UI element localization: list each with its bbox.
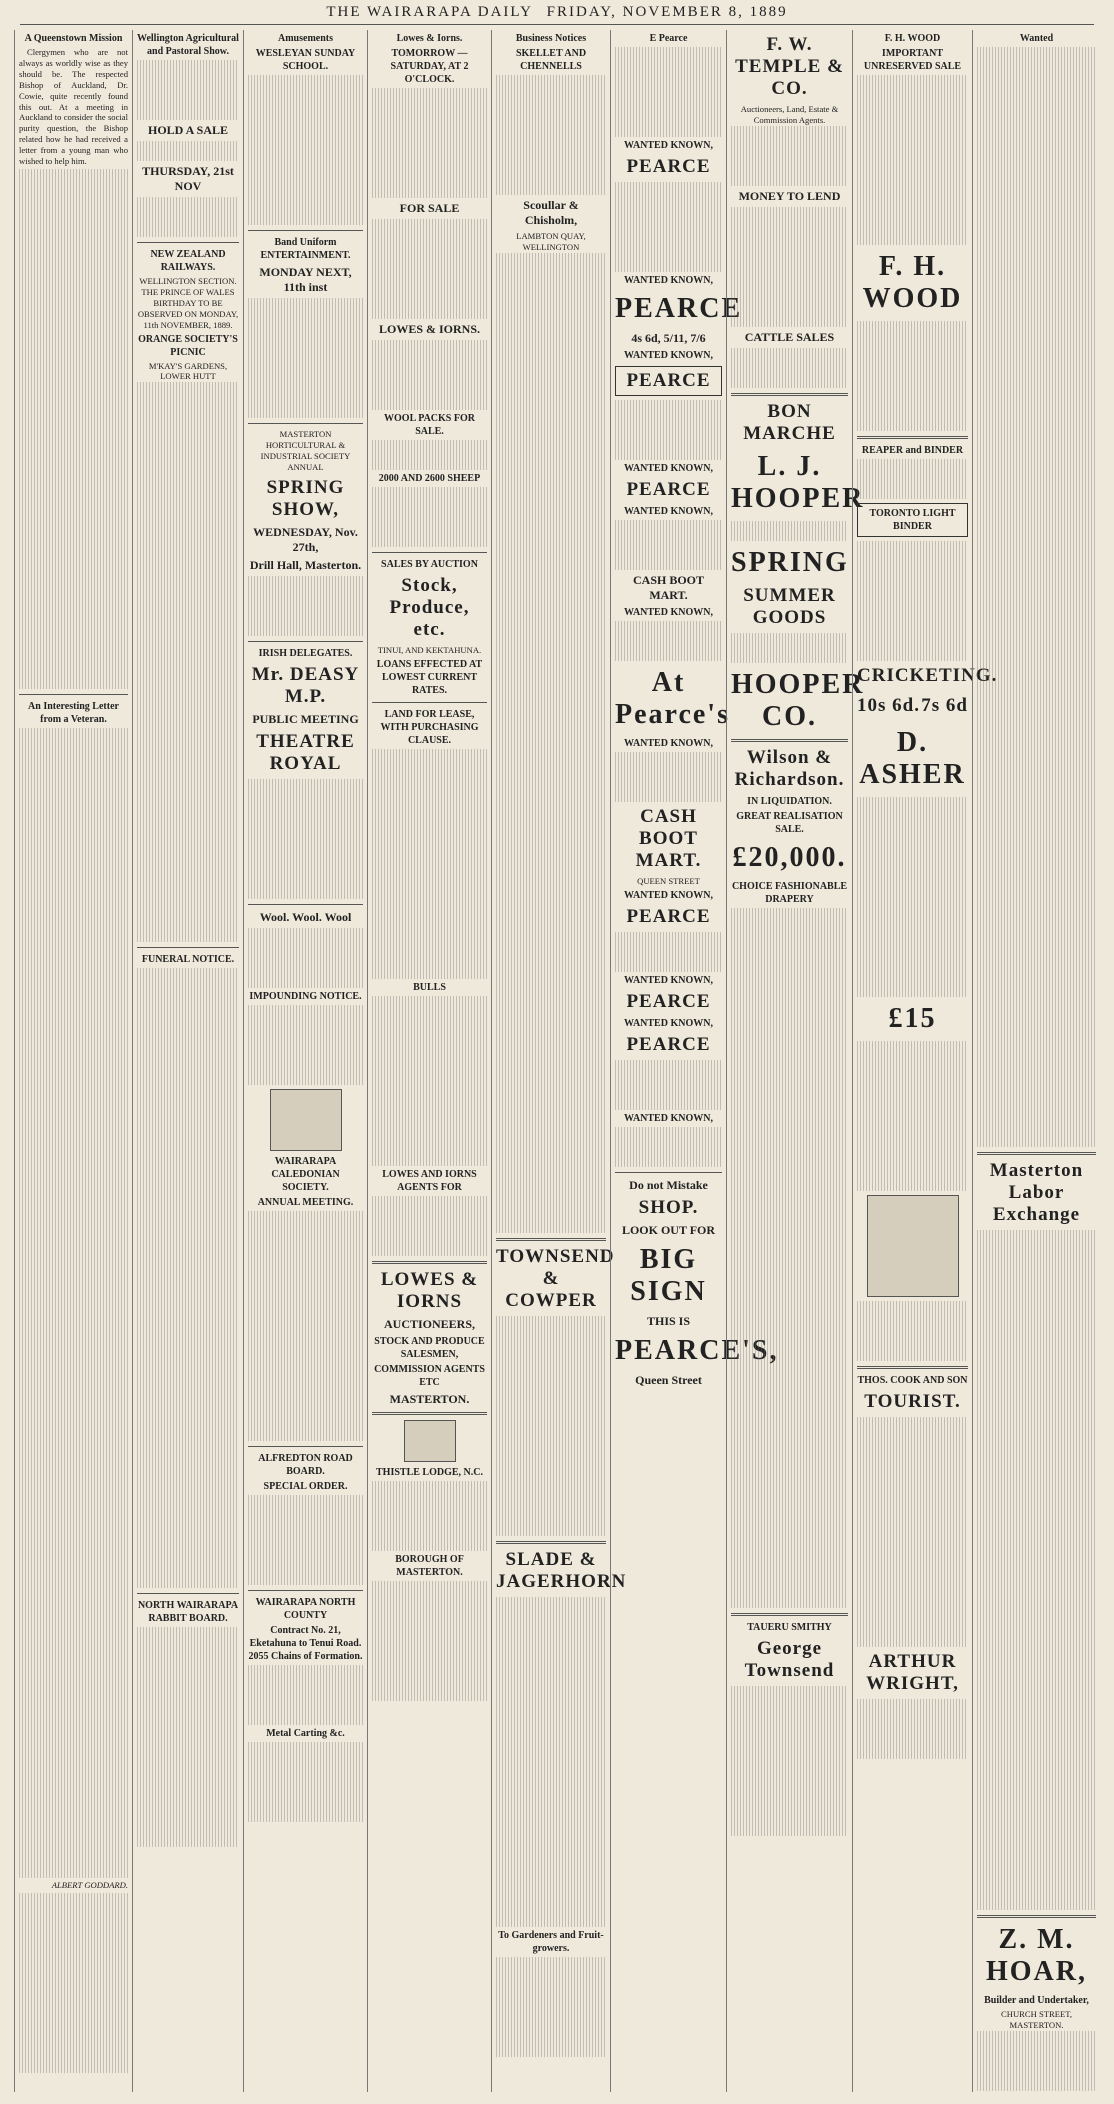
temple-co: F. W. TEMPLE & CO.: [735, 34, 844, 99]
heading-mission: A Queenstown Mission: [24, 33, 123, 44]
column-1: [14, 30, 132, 2092]
wanted-known-11: WANTED KNOWN,: [624, 1112, 713, 1124]
do-not-mistake: Do not Mistake: [629, 1177, 708, 1192]
public-meeting: PUBLIC MEETING: [252, 711, 359, 726]
stock-produce: Stock, Produce, etc.: [389, 575, 470, 640]
agents-for: LOWES AND IORNS AGENTS FOR: [382, 1168, 477, 1193]
column-8: [852, 30, 998, 2092]
sheep: 2000 AND 2600 SHEEP: [378, 473, 481, 484]
column-9: [972, 30, 1100, 2092]
railways-heading: NEW ZEALAND RAILWAYS.: [150, 249, 226, 273]
caledonian-society: WAIRARAPA CALEDONIAN SOCIETY.: [271, 1155, 340, 1193]
price-1: 10s 6d.: [857, 695, 920, 716]
stock-produce-salesmen: STOCK AND PRODUCE SALESMEN,: [374, 1335, 485, 1360]
woolpacks: WOOL PACKS FOR SALE.: [384, 413, 475, 437]
sale-date: THURSDAY, 21st NOV: [142, 164, 234, 193]
mission-article: Clergymen who are not always as worldly wise as they should be. The respected Bishop of Auckland, Dr. Cowie, quite recently found this out. At a meeting in Auckland to consider the social purity question, the Bishop related how he had received a letter from a young man who wished to help him.: [19, 47, 128, 167]
realisation: GREAT REALISATION SALE.: [736, 810, 843, 835]
deasy: Mr. DEASY M.P.: [251, 663, 360, 707]
timetable-block: [137, 382, 239, 942]
special-order: SPECIAL ORDER.: [263, 1480, 348, 1492]
george-townsend: George Townsend: [744, 1637, 835, 1681]
land-lease: LAND FOR LEASE, WITH PURCHASING CLAUSE.: [380, 708, 479, 746]
birthday-notice: THE PRINCE OF WALES BIRTHDAY TO BE OBSERVED ON MONDAY, 11th NOVEMBER, 1889.: [137, 286, 239, 330]
bicycle-illustration: [867, 1195, 959, 1297]
lowes-iorns-heading: Lowes & Iorns.: [396, 33, 463, 44]
commission-agents: COMMISSION AGENTS ETC: [374, 1363, 485, 1388]
queen-street: QUEEN STREET: [637, 876, 700, 886]
pearce-6: PEARCE: [626, 1033, 711, 1055]
impounding: IMPOUNDING NOTICE.: [249, 990, 362, 1002]
wanted-known-4: WANTED KNOWN,: [624, 463, 713, 474]
wanted-known-5: WANTED KNOWN,: [624, 506, 713, 517]
north-county: WAIRARAPA NORTH COUNTY: [255, 1596, 356, 1621]
church-street: CHURCH STREET, MASTERTON.: [1001, 2009, 1072, 2030]
fifteen-pounds: £15: [888, 1003, 937, 1034]
cattle-sales: CATTLE SALES: [744, 329, 835, 344]
shop: SHOP.: [638, 1196, 699, 1218]
rabbit-board: NORTH WAIRARAPA RABBIT BOARD.: [137, 1600, 239, 1625]
borough: BOROUGH OF MASTERTON.: [395, 1553, 464, 1578]
gardeners: To Gardeners and Fruit-growers.: [498, 1929, 604, 1954]
spring: SPRING: [731, 546, 849, 578]
wilson-richardson: Wilson & Richardson.: [734, 746, 845, 790]
column-3: [243, 30, 367, 2092]
loans: LOANS EFFECTED AT LOWEST CURRENT RATES.: [376, 658, 483, 696]
cricketing: CRICKETING.: [857, 665, 998, 686]
slade-jagerhorn: SLADE & JAGERHORN: [496, 1548, 627, 1592]
sale-heading: HOLD A SALE: [147, 123, 229, 137]
theatre-royal: THEATRE ROYAL: [256, 730, 355, 774]
band-entertainment: Band Uniform ENTERTAINMENT.: [260, 237, 351, 261]
horticultural-society: MASTERTON HORTICULTURAL & INDUSTRIAL SOCIETY ANNUAL: [260, 429, 351, 472]
amount: £20,000.: [732, 841, 847, 873]
lowes-1: LOWES & IORNS.: [378, 322, 481, 336]
temple-auctioneers: Auctioneers, Land, Estate & Commission Agents.: [740, 104, 839, 125]
cash-boot-mart: CASH BOOT MART.: [632, 573, 704, 602]
big-sign: BIG SIGN: [630, 1243, 707, 1307]
column-6: [610, 30, 779, 2092]
tomorrow-sale: TOMORROW — SATURDAY, AT 2 O'CLOCK.: [390, 48, 469, 85]
zm-hoar: Z. M. HOAR,: [986, 1924, 1087, 1987]
contract: Contract No. 21, Eketahuna to Tenui Road. 2055 Chains of Formation.: [248, 1624, 363, 1662]
funeral-heading: FUNERAL NOTICE.: [141, 954, 235, 966]
column-7: [726, 30, 865, 2092]
for-sale-1: FOR SALE: [399, 201, 460, 215]
arthur-wright: ARTHUR WRIGHT,: [866, 1651, 959, 1694]
pearce-5: PEARCE: [626, 990, 711, 1012]
hooper-co: HOOPER CO.: [731, 668, 865, 732]
signature: ALBERT GODDARD.: [51, 1879, 128, 1890]
look-out-for: LOOK OUT FOR: [621, 1222, 716, 1237]
railways-sub: WELLINGTON SECTION.: [139, 276, 237, 286]
show-date: WEDNESDAY, Nov. 27th,: [253, 524, 358, 554]
tauer-smithy: TAUERU SMITHY: [747, 1621, 832, 1633]
thos-cook: THOS. COOK AND SON: [857, 1375, 968, 1386]
column-2: [132, 30, 243, 2092]
wanted-known-8: WANTED KNOWN,: [624, 889, 713, 901]
column-5: [491, 30, 627, 2092]
article-text-block: [19, 728, 128, 1878]
tourist: TOURIST.: [864, 1391, 961, 1412]
pearce-heading: E Pearce: [649, 33, 688, 44]
article-text-block: [19, 1893, 128, 2073]
hooper: L. J. HOOPER: [731, 450, 865, 514]
money-to-lend: MONEY TO LEND: [738, 188, 841, 203]
wanted-known-2: WANTED KNOWN,: [624, 275, 713, 286]
at-pearces: At Pearce's: [615, 667, 730, 730]
pearce-boxed: PEARCE: [615, 366, 722, 396]
wanted-known-7: WANTED KNOWN,: [624, 738, 713, 749]
pearce-2: PEARCE: [615, 293, 743, 324]
cash-boot-mart-big: CASH BOOT MART.: [635, 806, 702, 871]
business-heading: Business Notices: [515, 33, 587, 44]
monday-next: MONDAY NEXT, 11th inst: [259, 265, 352, 294]
wanted-ads-block: [977, 47, 1096, 1147]
orange-picnic: ORANGE SOCIETY'S PICNIC: [138, 333, 238, 358]
bulls: BULLS: [413, 981, 446, 993]
drapery: CHOICE FASHIONABLE DRAPERY: [731, 880, 848, 905]
wanted-heading: Wanted: [1019, 33, 1054, 44]
masonic-emblem-icon: [404, 1420, 456, 1462]
labor-exchange: Masterton Labor Exchange: [989, 1160, 1084, 1225]
price-2: 7s 6d: [921, 695, 968, 716]
pearces-final: PEARCE'S,: [615, 1334, 779, 1366]
pearce-4: PEARCE: [626, 905, 711, 927]
show-heading: Wellington Agricultural and Pastoral Show.: [137, 33, 239, 57]
amusements-heading: Amusements: [278, 33, 333, 44]
spring-show: SPRING SHOW,: [266, 476, 345, 520]
price: 4s 6d, 5/11, 7/6: [631, 331, 706, 345]
wanted-known-3: WANTED KNOWN,: [624, 350, 713, 361]
queen-street-final: Queen Street: [635, 1372, 702, 1387]
masthead: [20, 4, 1094, 25]
annual-meeting: ANNUAL MEETING.: [257, 1196, 354, 1208]
fh-wood-big: F. H. WOOD: [862, 251, 963, 314]
wanted-known-1: WANTED KNOWN,: [624, 140, 713, 151]
pearce-3: PEARCE: [626, 479, 711, 500]
gardens: M'KAY'S GARDENS, LOWER HUTT: [148, 360, 228, 382]
sales-by-auction: SALES BY AUCTION: [381, 559, 478, 570]
thistle-lodge: THISTLE LODGE, N.C.: [376, 1466, 483, 1478]
lambton: LAMBTON QUAY, WELLINGTON: [516, 231, 586, 252]
skellet: SKELLET AND CHENNELLS: [515, 48, 587, 72]
auctioneers: AUCTIONEERS,: [383, 1316, 476, 1331]
scoullar: Scoullar & Chisholm,: [523, 198, 579, 227]
townsend-cowper: TOWNSEND & COWPER: [496, 1245, 615, 1311]
article-text-block: [19, 169, 128, 689]
alfredton-board: ALFREDTON ROAD BOARD.: [258, 1452, 353, 1477]
lowes-iorns-big: LOWES & IORNS: [380, 1268, 479, 1312]
wool-notice: Wool. Wool. Wool: [259, 909, 352, 924]
summer-goods: SUMMER GOODS: [743, 584, 836, 628]
d-asher: D. ASHER: [859, 727, 966, 790]
unreserved-sale: IMPORTANT UNRESERVED SALE: [863, 48, 962, 72]
tinui: TINUI, AND KEKTAHUNA.: [377, 645, 482, 655]
bon-marche: BON MARCHE: [743, 400, 836, 444]
wanted-known-6: WANTED KNOWN,: [624, 607, 713, 618]
fh-wood-heading: F. H. WOOD: [884, 33, 941, 44]
liquidation: IN LIQUIDATION.: [747, 795, 832, 807]
metal-carting: Metal Carting &c.: [266, 1727, 345, 1739]
thistle-emblem-icon: [270, 1089, 342, 1151]
builder: Builder and Undertaker,: [984, 1995, 1089, 2006]
toronto-binder: TORONTO LIGHT BINDER: [857, 503, 968, 537]
this-is: THIS IS: [646, 1313, 691, 1328]
heading-veteran-letter: An Interesting Letter from a Veteran.: [28, 700, 119, 725]
paper-title: THE WAIRARAPA DAILY: [326, 4, 533, 20]
wesleyan: WESLEYAN SUNDAY SCHOOL.: [255, 48, 356, 72]
column-4: [367, 30, 491, 2092]
wanted-known-10: WANTED KNOWN,: [624, 1017, 713, 1029]
drill-hall: Drill Hall, Masterton.: [249, 557, 362, 572]
pearce-1: PEARCE: [626, 156, 711, 177]
irish-delegates: IRISH DELEGATES.: [258, 647, 353, 659]
reaper-binder: REAPER and BINDER: [861, 445, 964, 456]
wanted-known-9: WANTED KNOWN,: [624, 974, 713, 986]
price-row: [857, 691, 968, 721]
masterton: MASTERTON.: [389, 1391, 470, 1406]
issue-date: FRIDAY, NOVEMBER 8, 1889: [546, 4, 788, 20]
